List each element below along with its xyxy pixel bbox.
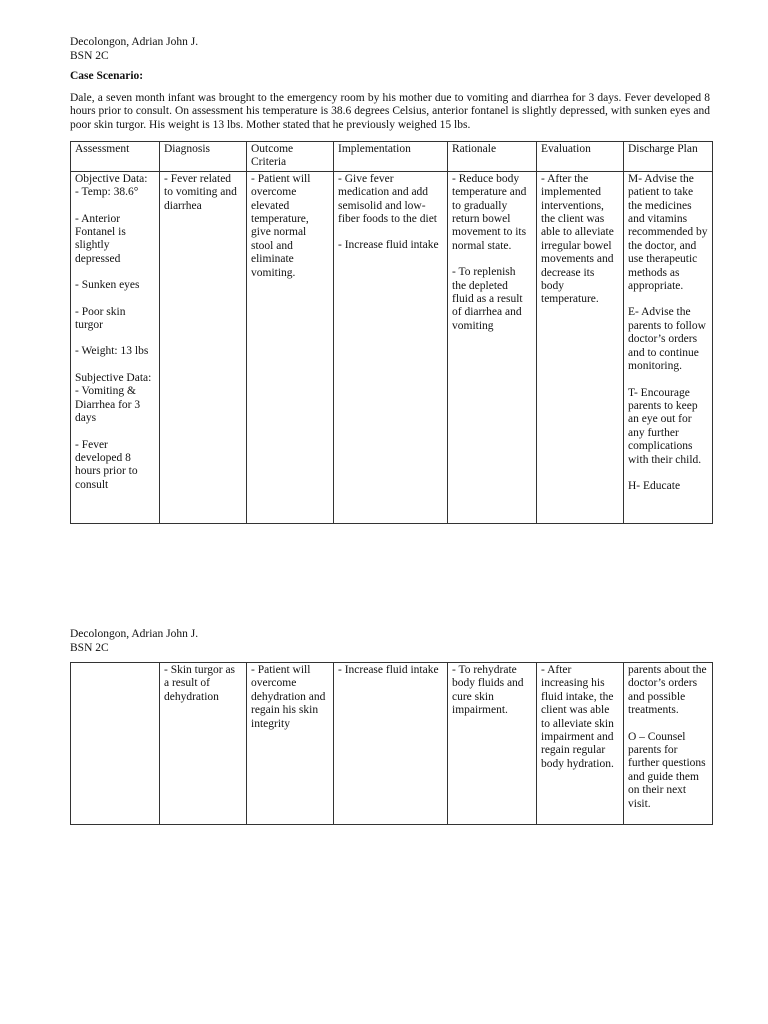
discharge-medication: M- Advise the patient to take the medicines and vitamins recommended by the doctor, and use therapeutic methods as appropriate. [628, 172, 708, 293]
discharge-health-teaching-cont: parents about the doctor’s orders and possible treatments. [628, 664, 707, 717]
care-plan-table [70, 141, 713, 524]
assessment-fontanel: - Anterior Fontanel is slightly depressed [75, 212, 126, 265]
evaluation-text: - After the implemented interventions, the client was able to alleviate irregular bowel movements and decrease its body temperature. [541, 172, 614, 306]
author-name: Decolongon, Adrian John J. [70, 628, 199, 640]
outcome-text: - Patient will overcome elevated temperature, give normal stool and eliminate vomiting. [251, 172, 311, 279]
cell-diagnosis [160, 171, 247, 523]
cell-outcome-criteria [247, 663, 334, 825]
assessment-objective-temp: Objective Data: - Temp: 38.6° [75, 172, 148, 199]
header-discharge-plan: Discharge Plan [624, 142, 713, 172]
author-name: Decolongon, Adrian John J. [70, 36, 199, 48]
assessment-weight: - Weight: 13 lbs [75, 345, 149, 358]
case-scenario-text: Dale, a seven month infant was brought to the emergency room by his mother due to vomiting and diarrhea for 3 days. Fever developed 8 hours prior to consult. On assessment his temperature is 38.6 degrees Celsius, anterior fontanel is slightly depressed, with sunken eyes and poor skin turgor. His weight is 13 lbs. Mother stated that he previously weighed 15 lbs. [70, 92, 710, 131]
discharge-environment: E- Advise the parents to follow doctor’s orders and to continue monitoring. [628, 306, 706, 373]
assessment-sunken-eyes: - Sunken eyes [75, 279, 140, 292]
case-scenario-title: Case Scenario: [70, 70, 144, 82]
discharge-health-teaching: H- Educate [628, 479, 681, 492]
cell-rationale [448, 663, 537, 825]
header-implementation: Implementation [334, 142, 448, 172]
cell-outcome-criteria [247, 171, 334, 523]
cell-implementation [334, 171, 448, 523]
diagnosis-text: - Skin turgor as a result of dehydration [164, 664, 236, 703]
care-plan-row [71, 663, 713, 825]
discharge-treatment: T- Encourage parents to keep an eye out for any further complications with their child. [628, 386, 702, 466]
header-outcome-criteria: Outcome Criteria [247, 142, 334, 172]
cell-rationale [448, 171, 537, 523]
diagnosis-text: - Fever related to vomiting and diarrhea [164, 172, 237, 212]
assessment-subjective: Subjective Data: - Vomiting & Diarrhea for 3 days [75, 371, 152, 425]
cell-evaluation [537, 663, 624, 825]
discharge-outpatient: O – Counsel parents for further questions and guide them on their next visit. [628, 730, 706, 810]
assessment-fever: - Fever developed 8 hours prior to consult [75, 438, 138, 491]
cell-discharge-plan [624, 663, 713, 825]
care-plan-row [71, 171, 713, 523]
care-plan-table-continued [70, 662, 713, 825]
section-label: BSN 2C [70, 642, 109, 654]
cell-assessment [71, 171, 160, 523]
cell-evaluation [537, 171, 624, 523]
rationale-text: - To rehydrate body fluids and cure skin impairment. [452, 664, 524, 717]
cell-diagnosis [160, 663, 247, 825]
header-rationale: Rationale [448, 142, 537, 172]
header-diagnosis: Diagnosis [160, 142, 247, 172]
evaluation-text: - After increasing his fluid intake, the client was able to alleviate skin impairment and regain regular body hydration. [541, 664, 614, 770]
section-label: BSN 2C [70, 50, 109, 62]
care-plan-header-row [71, 142, 713, 172]
cell-implementation [334, 663, 448, 825]
header-assessment: Assessment [71, 142, 160, 172]
assessment-skin-turgor: - Poor skin turgor [75, 305, 126, 332]
implementation-fluid-intake: - Increase fluid intake [338, 239, 439, 252]
implementation-text: - Increase fluid intake [338, 664, 439, 676]
implementation-fever-medication: - Give fever medication and add semisolid and low-fiber foods to the diet [338, 172, 438, 226]
cell-assessment [71, 663, 160, 825]
rationale-replenish-fluid: - To replenish the depleted fluid as a result of diarrhea and vomiting [452, 266, 523, 332]
header-evaluation: Evaluation [537, 142, 624, 172]
rationale-reduce-temp: - Reduce body temperature and to gradually return bowel movement to its normal state. [452, 172, 527, 252]
cell-discharge-plan [624, 171, 713, 523]
outcome-text: - Patient will overcome dehydration and regain his skin integrity [251, 664, 326, 730]
